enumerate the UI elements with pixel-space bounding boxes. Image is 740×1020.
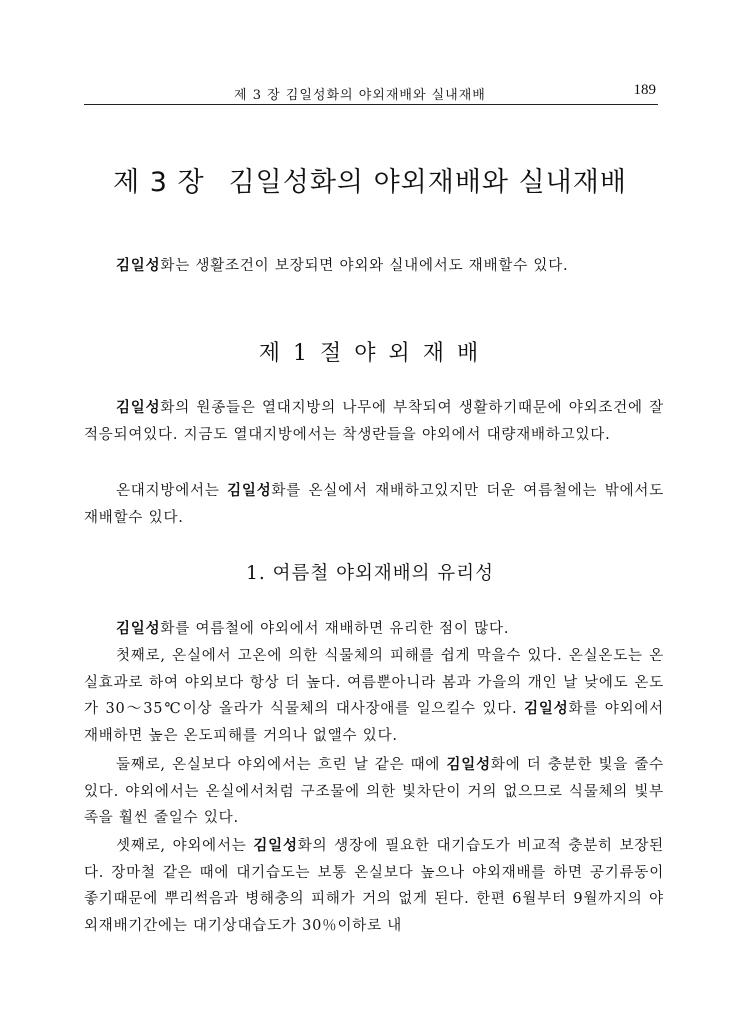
paragraph-text-lead: 셋째로, 야외에서는 (116, 838, 254, 854)
bold-name: 김일성 (524, 701, 569, 717)
running-title: 제 3 장 김일성화의 야외재배와 실내재배 (234, 88, 486, 103)
section-paragraph-1 (84, 395, 664, 448)
page-number: 189 (633, 82, 656, 98)
bold-name: 김일성 (116, 621, 161, 637)
paragraph-text: 화를 여름철에 야외에서 재배하면 유리한 점이 많다. (160, 621, 510, 637)
paragraph-text: 화는 생활조건이 보장되면 야외와 실내에서도 재배할수 있다. (160, 258, 569, 274)
chapter-name: 김일성화의 야외재배와 실내재배 (228, 167, 627, 198)
paragraph-text: 화의 생장에 필요한 대기습도가 비교적 충분히 보장된다. 장마철 같은 때에 대기습도는 보통 온실보다 높으나 야외재배를 하면 공기류동이 좋기때문에 뿌리썩음과 병해충의 피해가 거의 없게 된다. 한편 6월부터 9월까지의 야외재배기간에는 대기상대습도가 30％이하로 내 (84, 838, 664, 934)
paragraph-text-lead: 온대지방에서는 (116, 483, 228, 499)
paragraph-text: 화에 더 충분한 빛을 줄수 있다. 야외에서는 온실에서처럼 구조물에 의한 빛차단이 거의 없으므로 식물체의 빛부족을 훨씬 줄일수 있다. (84, 757, 664, 826)
section-paragraph-2 (84, 478, 664, 531)
subsection-title: 1. 여름철 야외재배의 유리성 (246, 563, 494, 584)
subsection-paragraph-1 (84, 616, 664, 643)
paragraph-text: 화의 원종들은 열대지방의 나무에 부착되여 생활하기때문에 야외조건에 잘 적응되여있다. 지금도 열대지방에서는 착생란들을 야외에서 대량재배하고있다. (84, 400, 664, 443)
subsection-paragraph-2 (84, 643, 664, 749)
subsection-paragraph-3 (84, 752, 664, 832)
bold-name: 김일성 (446, 757, 491, 773)
bold-name: 김일성 (227, 483, 272, 499)
bold-name: 김일성 (116, 400, 161, 416)
bold-name: 김일성 (253, 838, 298, 854)
subsection-paragraph-4 (84, 833, 664, 939)
section-title: 제 1 절 야 외 재 배 (258, 341, 482, 366)
paragraph-text-lead: 첫째로, 온실에서 고온에 의한 식물체의 피해를 쉽게 막을수 있다. 온실온도는 온실효과로 하여 야외보다 항상 더 높다. 여름뿐아니라 봄과 가을의 개인 날 낮에도 온도가 30～35℃이상 올라가 식물체의 대사장애를 일으킬수 있다. (84, 648, 664, 717)
paragraph-text-lead: 둘째로, 온실보다 야외에서는 흐린 날 같은 때에 (116, 757, 447, 773)
chapter-title (0, 160, 740, 199)
chapter-number: 제 3 장 (113, 167, 205, 198)
paragraph-text: 화를 온실에서 재배하고있지만 더운 여름철에는 밖에서도 재배할수 있다. (84, 483, 664, 526)
bold-name: 김일성 (116, 258, 161, 274)
paragraph-text: 화를 야외에서 재배하면 높은 온도피해를 거의나 없앨수 있다. (84, 701, 664, 744)
running-header (84, 82, 658, 105)
intro-paragraph (84, 253, 664, 280)
